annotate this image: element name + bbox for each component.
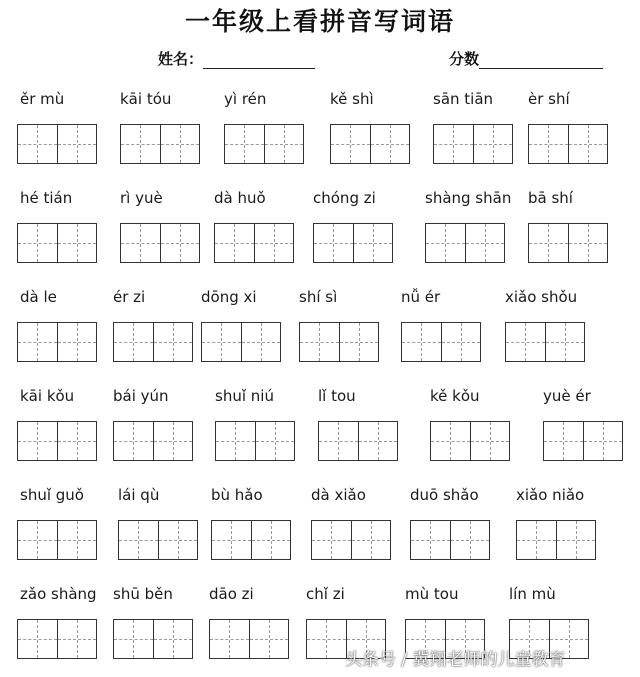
pinyin-prompt: shuǐ niú bbox=[215, 387, 274, 405]
character-cell[interactable] bbox=[210, 620, 249, 658]
name-label: 姓名： bbox=[158, 50, 204, 68]
character-cell[interactable] bbox=[473, 125, 513, 163]
character-cell[interactable] bbox=[57, 125, 97, 163]
character-cell[interactable] bbox=[544, 422, 583, 460]
pinyin-prompt: zǎo shàng bbox=[20, 585, 97, 603]
worksheet-title: 一年级上看拼音写词语 bbox=[184, 7, 455, 36]
character-cell[interactable] bbox=[465, 224, 505, 262]
pinyin-prompt: shū běn bbox=[113, 585, 173, 603]
tianzige-writing-box[interactable] bbox=[528, 124, 608, 164]
pinyin-prompt: dà xiǎo bbox=[311, 486, 366, 504]
pinyin-prompt: lái qù bbox=[118, 486, 160, 504]
character-cell[interactable] bbox=[331, 125, 370, 163]
score-blank-line bbox=[479, 52, 603, 69]
tianzige-writing-box[interactable] bbox=[430, 421, 510, 461]
pinyin-prompt: chǐ zi bbox=[306, 585, 345, 603]
tianzige-writing-box[interactable] bbox=[516, 520, 596, 560]
score-label: 分数 bbox=[449, 50, 480, 68]
pinyin-prompt: duō shǎo bbox=[410, 486, 479, 504]
character-cell[interactable] bbox=[160, 125, 200, 163]
character-cell[interactable] bbox=[314, 224, 353, 262]
pinyin-prompt: kě shì bbox=[330, 90, 374, 108]
pinyin-prompt: dōng xi bbox=[201, 288, 257, 306]
character-cell[interactable] bbox=[18, 224, 57, 262]
character-cell[interactable] bbox=[114, 422, 153, 460]
tianzige-writing-box[interactable] bbox=[311, 520, 391, 560]
pinyin-prompt: kāi tóu bbox=[120, 90, 172, 108]
pinyin-prompt: bái yún bbox=[113, 387, 169, 405]
tianzige-writing-box[interactable] bbox=[120, 223, 200, 263]
character-cell[interactable] bbox=[160, 224, 200, 262]
character-cell[interactable] bbox=[255, 422, 295, 460]
character-cell[interactable] bbox=[114, 620, 153, 658]
score-field bbox=[449, 48, 603, 69]
character-cell[interactable] bbox=[319, 422, 358, 460]
tianzige-writing-box[interactable] bbox=[17, 421, 97, 461]
pinyin-prompt: shàng shān bbox=[425, 189, 512, 207]
character-cell[interactable] bbox=[57, 224, 97, 262]
character-cell[interactable] bbox=[450, 521, 490, 559]
character-cell[interactable] bbox=[18, 422, 57, 460]
character-cell[interactable] bbox=[583, 422, 623, 460]
character-cell[interactable] bbox=[529, 125, 568, 163]
character-cell[interactable] bbox=[339, 323, 379, 361]
tianzige-writing-box[interactable] bbox=[543, 421, 623, 461]
pinyin-prompt: ér zi bbox=[113, 288, 146, 306]
character-cell[interactable] bbox=[545, 323, 585, 361]
character-cell[interactable] bbox=[568, 224, 608, 262]
tianzige-writing-box[interactable] bbox=[17, 322, 97, 362]
tianzige-writing-box[interactable] bbox=[17, 223, 97, 263]
pinyin-prompt: lǐ tou bbox=[318, 387, 356, 405]
tianzige-writing-box[interactable] bbox=[17, 124, 97, 164]
pinyin-prompt: bù hǎo bbox=[211, 486, 263, 504]
character-cell[interactable] bbox=[57, 422, 97, 460]
pinyin-prompt: xiǎo shǒu bbox=[505, 288, 578, 306]
pinyin-prompt: dà huǒ bbox=[214, 189, 266, 207]
character-cell[interactable] bbox=[57, 323, 97, 361]
tianzige-writing-box[interactable] bbox=[313, 223, 393, 263]
tianzige-writing-box[interactable] bbox=[201, 322, 281, 362]
tianzige-writing-box[interactable] bbox=[113, 322, 193, 362]
pinyin-prompt: yì rén bbox=[224, 90, 267, 108]
tianzige-writing-box[interactable] bbox=[17, 619, 97, 659]
pinyin-prompt: kě kǒu bbox=[430, 387, 480, 405]
character-cell[interactable] bbox=[307, 620, 346, 658]
pinyin-prompt: hé tián bbox=[20, 189, 73, 207]
character-cell[interactable] bbox=[434, 125, 473, 163]
character-cell[interactable] bbox=[426, 224, 465, 262]
character-cell[interactable] bbox=[402, 323, 441, 361]
tianzige-writing-box[interactable] bbox=[410, 520, 490, 560]
character-cell[interactable] bbox=[506, 323, 545, 361]
tianzige-writing-box[interactable] bbox=[318, 421, 398, 461]
character-cell[interactable] bbox=[411, 521, 450, 559]
character-cell[interactable] bbox=[18, 620, 57, 658]
character-cell[interactable] bbox=[254, 224, 294, 262]
watermark: 头条号 / 冀翔老师的儿童教育 bbox=[345, 650, 566, 670]
pinyin-prompt: dà le bbox=[20, 288, 57, 306]
character-cell[interactable] bbox=[18, 323, 57, 361]
pinyin-prompt: kāi kǒu bbox=[20, 387, 75, 405]
character-cell[interactable] bbox=[517, 521, 556, 559]
character-cell[interactable] bbox=[470, 422, 510, 460]
character-cell[interactable] bbox=[153, 422, 193, 460]
character-cell[interactable] bbox=[568, 125, 608, 163]
tianzige-writing-box[interactable] bbox=[528, 223, 608, 263]
character-cell[interactable] bbox=[202, 323, 241, 361]
pinyin-prompt: nǚ ér bbox=[401, 288, 441, 306]
pinyin-prompt: èr shí bbox=[528, 90, 570, 108]
character-cell[interactable] bbox=[264, 125, 304, 163]
tianzige-writing-box[interactable] bbox=[120, 124, 200, 164]
pinyin-prompt: lín mù bbox=[509, 585, 556, 603]
tianzige-writing-box[interactable] bbox=[113, 619, 193, 659]
pinyin-prompt: bā shí bbox=[528, 189, 573, 207]
character-cell[interactable] bbox=[119, 521, 158, 559]
character-cell[interactable] bbox=[153, 323, 193, 361]
character-cell[interactable] bbox=[312, 521, 351, 559]
character-cell[interactable] bbox=[18, 125, 57, 163]
tianzige-writing-box[interactable] bbox=[118, 520, 198, 560]
character-cell[interactable] bbox=[529, 224, 568, 262]
pinyin-prompt: dāo zi bbox=[209, 585, 254, 603]
character-cell[interactable] bbox=[441, 323, 481, 361]
character-cell[interactable] bbox=[18, 521, 57, 559]
character-cell[interactable] bbox=[370, 125, 410, 163]
character-cell[interactable] bbox=[225, 125, 264, 163]
character-cell[interactable] bbox=[212, 521, 251, 559]
tianzige-writing-box[interactable] bbox=[113, 421, 193, 461]
character-cell[interactable] bbox=[251, 521, 291, 559]
pinyin-prompt: shuǐ guǒ bbox=[20, 486, 84, 504]
tianzige-writing-box[interactable] bbox=[401, 322, 481, 362]
character-cell[interactable] bbox=[114, 323, 153, 361]
character-cell[interactable] bbox=[351, 521, 391, 559]
tianzige-writing-box[interactable] bbox=[425, 223, 505, 263]
character-cell[interactable] bbox=[300, 323, 339, 361]
tianzige-writing-box[interactable] bbox=[505, 322, 585, 362]
pinyin-prompt: xiǎo niǎo bbox=[516, 486, 585, 504]
name-blank-line bbox=[203, 52, 315, 69]
tianzige-writing-box[interactable] bbox=[433, 124, 513, 164]
character-cell[interactable] bbox=[241, 323, 281, 361]
character-cell[interactable] bbox=[556, 521, 596, 559]
character-cell[interactable] bbox=[431, 422, 470, 460]
pinyin-prompt: ěr mù bbox=[20, 90, 65, 108]
character-cell[interactable] bbox=[215, 224, 254, 262]
pinyin-prompt: rì yuè bbox=[120, 189, 163, 207]
character-cell[interactable] bbox=[57, 620, 97, 658]
character-cell[interactable] bbox=[57, 521, 97, 559]
tianzige-writing-box[interactable] bbox=[330, 124, 410, 164]
tianzige-writing-box[interactable] bbox=[211, 520, 291, 560]
character-cell[interactable] bbox=[121, 224, 160, 262]
name-field bbox=[158, 48, 315, 69]
tianzige-writing-box[interactable] bbox=[215, 421, 295, 461]
tianzige-writing-box[interactable] bbox=[214, 223, 294, 263]
character-cell[interactable] bbox=[358, 422, 398, 460]
pinyin-prompt: sān tiān bbox=[433, 90, 494, 108]
character-cell[interactable] bbox=[216, 422, 255, 460]
tianzige-writing-box[interactable] bbox=[299, 322, 379, 362]
character-cell[interactable] bbox=[353, 224, 393, 262]
pinyin-prompt: yuè ér bbox=[543, 387, 591, 405]
character-cell[interactable] bbox=[158, 521, 198, 559]
tianzige-writing-box[interactable] bbox=[209, 619, 289, 659]
character-cell[interactable] bbox=[153, 620, 193, 658]
tianzige-writing-box[interactable] bbox=[17, 520, 97, 560]
pinyin-prompt: shí sì bbox=[299, 288, 338, 306]
pinyin-prompt: mù tou bbox=[405, 585, 459, 603]
pinyin-prompt: chóng zi bbox=[313, 189, 376, 207]
character-cell[interactable] bbox=[249, 620, 289, 658]
character-cell[interactable] bbox=[121, 125, 160, 163]
tianzige-writing-box[interactable] bbox=[224, 124, 304, 164]
